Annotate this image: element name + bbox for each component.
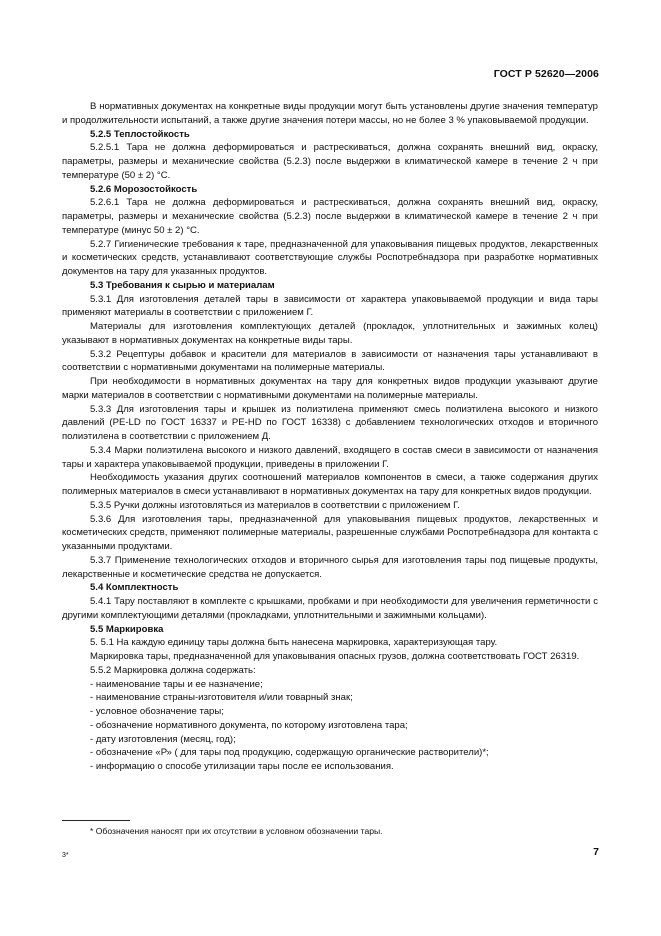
paragraph: В нормативных документах на конкретные виды продукции могут быть установлены другие значения температур и продолжительности испытаний, а также другие значения потери массы, но не более 3 % упаковываемой продукции. <box>62 101 598 126</box>
paragraph: 5.2.6.1 Тара не должна деформироваться и растрескиваться, должна сохранять внешний вид, окраску, параметры, размеры и механические свойства (5.2.3) после выдержки в климатической камере в течение 2 ч при температуре (минус 50 ± 2) °С. <box>62 197 598 236</box>
paragraph: 5.3.3 Для изготовления тары и крышек из полиэтилена применяют смесь полиэтилена высокого и низкого давлений (PE-LD по ГОСТ 16337 и PE-HD по ГОСТ 16338) с добавлением технологических отходов и вторичного полиэтилена в соответствии с приложением Д. <box>62 403 598 442</box>
footnote: * Обозначения наносят при их отсутствии в условном обозначении тары. <box>90 826 383 836</box>
paragraph: 5.3.1 Для изготовления деталей тары в зависимости от характера упаковываемой продукции и вида тары применяют материалы в соответствии с приложением Г. <box>62 293 598 319</box>
paragraph: 5. 5.1 На каждую единицу тары должна быть нанесена маркировка, характеризующая тару. <box>90 637 498 649</box>
list-item: - обозначение нормативного документа, по которому изготовлена тара; <box>90 719 408 731</box>
section-heading: 5.4 Комплектность <box>90 582 179 594</box>
paragraph: 5.3.6 Для изготовления тары, предназначенной для упаковывания пищевых продуктов, лекарственных и косметических средств, применяют полимерные материалы, разрешенные службами Роспотребнадзора для контакта с указанными продуктами. <box>62 513 598 552</box>
paragraph: 5.2.5.1 Тара не должна деформироваться и растрескиваться, должна сохранять внешний вид, окраску, параметры, размеры и механические свойства (5.2.3) после выдержки в климатической камере в течение 2 ч при температуре (50 ± 2) °С. <box>62 142 598 181</box>
document-number: ГОСТ Р 52620—2006 <box>493 68 599 80</box>
footnote-separator <box>62 820 130 821</box>
paragraph: 5.2.7 Гигиенические требования к таре, предназначенной для упаковывания пищевых продуктов, лекарственных и косметических средств, устанавливают соответствующие службы Роспотребнадзора при разработке нормативных документов на тару для указанных продуктов. <box>62 238 598 277</box>
section-heading: 5.2.5 Теплостойкость <box>90 128 190 140</box>
section-heading: 5.5 Маркировка <box>90 623 164 635</box>
list-item: - дату изготовления (месяц, год); <box>90 733 236 745</box>
paragraph: 5.3.5 Ручки должны изготовляться из материалов в соответствии с приложением Г. <box>90 499 460 511</box>
paragraph: Материалы для изготовления комплектующих деталей (прокладок, уплотнительных и зажимных колец) указывают в нормативных документах на конкретные виды тары. <box>62 321 598 346</box>
list-item: - наименование тары и ее назначение; <box>90 678 263 690</box>
paragraph: Маркировка тары, предназначенной для упаковывания опасных грузов, должна соответствовать ГОСТ 26319. <box>90 651 580 662</box>
list-item: - условное обозначение тары; <box>90 706 224 717</box>
paragraph: 5.4.1 Тару поставляют в комплекте с крышками, пробками и при необходимости для увеличения герметичности с другими комплектующими деталями (прокладками, уплотнительными и зажимными кольцами). <box>62 596 598 621</box>
paragraph: 5.3.4 Марки полиэтилена высокого и низкого давлений, входящего в состав смеси в зависимости от назначения тары и характера упаковываемой продукции, приведены в приложении Г. <box>62 444 598 470</box>
list-item: - информацию о способе утилизации тары после ее использования. <box>90 761 394 772</box>
paragraph: 5.5.2 Маркировка должна содержать: <box>90 664 256 676</box>
document-body <box>62 100 598 774</box>
page-number: 7 <box>593 846 599 858</box>
list-item: - обозначение «Р» ( для тары под продукцию, содержащую органические растворители)*; <box>90 747 489 759</box>
sheet-mark: 3* <box>62 852 69 859</box>
paragraph: 5.3.2 Рецептуры добавок и красители для материалов в зависимости от назначения тары устанавливают в соответствии с нормативными документами на полимерные материалы. <box>62 348 598 374</box>
paragraph: При необходимости в нормативных документах на тару для конкретных видов продукции указывают другие марки материалов в соответствии с нормативными документами на полимерные материалы. <box>62 376 598 401</box>
paragraph: 5.3.7 Применение технологических отходов и вторичного сырья для изготовления тары под пищевые продукты, лекарственные и косметические средства не допускается. <box>62 554 598 580</box>
paragraph: Необходимость указания других соотношений материалов компонентов в смеси, а также содержания других полимерных материалов в смеси устанавливают в нормативных документах на тару для конкретных видов продукции. <box>62 472 598 497</box>
section-heading: 5.2.6 Морозостойкость <box>90 183 198 195</box>
section-heading: 5.3 Требования к сырью и материалам <box>90 279 275 291</box>
list-item: - наименование страны-изготовителя и/или товарный знак; <box>90 692 353 704</box>
